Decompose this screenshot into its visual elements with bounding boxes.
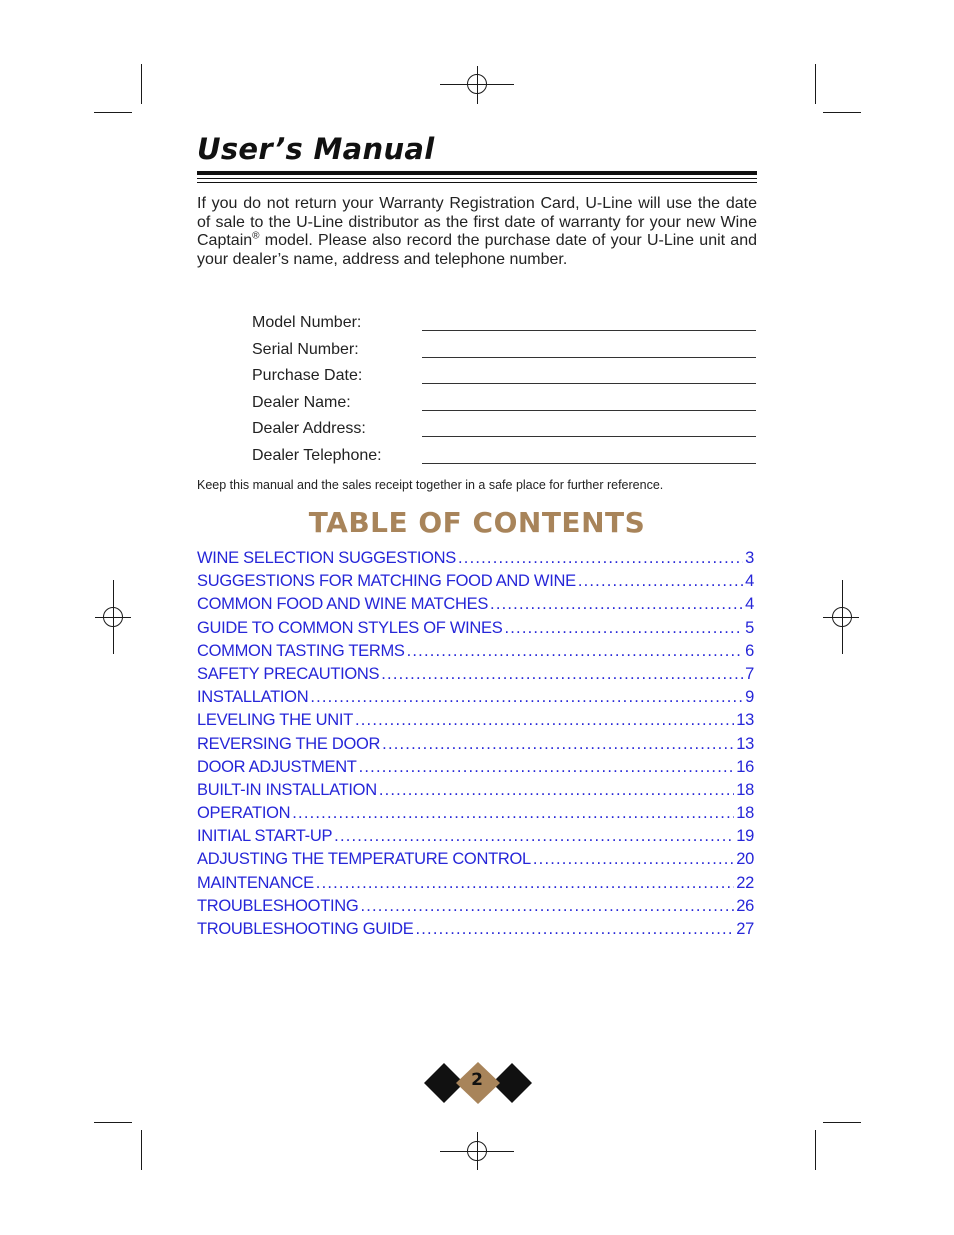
toc-list (197, 549, 754, 943)
toc-leader-dots (458, 549, 743, 568)
registered-mark: ® (252, 230, 260, 242)
toc-entry-title: MAINTENANCE (197, 873, 314, 892)
field-dealer-telephone (252, 447, 756, 474)
blank-line (422, 410, 756, 411)
field-model-number (252, 314, 756, 341)
toc-leader-dots (316, 874, 734, 893)
toc-link-safety-precautions[interactable] (197, 665, 754, 688)
blank-line (422, 357, 756, 358)
record-fields (252, 314, 756, 474)
toc-link-tasting-terms[interactable] (197, 642, 754, 665)
toc-entry-page: 9 (745, 688, 754, 707)
toc-entry-title: ADJUSTING THE TEMPERATURE CONTROL (197, 850, 531, 869)
toc-leader-dots (381, 665, 743, 684)
toc-entry-page: 7 (745, 664, 754, 683)
toc-link-initial-startup[interactable] (197, 827, 754, 850)
toc-leader-dots (292, 804, 734, 823)
toc-entry-title: TROUBLESHOOTING (197, 896, 359, 915)
toc-leader-dots (355, 711, 734, 730)
page-title: User’s Manual (197, 132, 435, 166)
field-purchase-date (252, 367, 756, 394)
keep-manual-note: Keep this manual and the sales receipt together in a safe place for further reference. (197, 478, 664, 492)
field-dealer-name (252, 394, 756, 421)
crop-mark-bottom-right-v (815, 1130, 816, 1170)
toc-entry-title: DOOR ADJUSTMENT (197, 757, 357, 776)
toc-entry-page: 3 (745, 549, 754, 567)
toc-leader-dots (407, 642, 744, 661)
crop-mark-top-left-v (141, 64, 142, 104)
toc-link-suggestions-matching[interactable] (197, 572, 754, 595)
toc-leader-dots (310, 688, 743, 707)
toc-entry-page: 4 (745, 595, 754, 614)
toc-entry-title: LEVELING THE UNIT (197, 711, 353, 730)
blank-line (422, 463, 756, 464)
toc-link-operation[interactable] (197, 804, 754, 827)
toc-entry-page: 27 (736, 920, 754, 938)
toc-leader-dots (382, 735, 734, 754)
toc-entry-page: 13 (736, 711, 754, 730)
field-label: Dealer Address: (252, 420, 366, 438)
toc-entry-title: INSTALLATION (197, 688, 309, 707)
toc-entry-page: 18 (736, 780, 754, 799)
intro-text-end: model. Please also record the purchase date of your U-Line unit and your dealer’s name, address and telephone number. (197, 232, 757, 268)
title-rule-thick (197, 171, 757, 175)
toc-entry-page: 6 (745, 641, 754, 660)
toc-leader-dots (504, 619, 743, 638)
toc-link-temperature-control[interactable] (197, 850, 754, 873)
blank-line (422, 436, 756, 437)
toc-leader-dots (533, 850, 734, 869)
field-label: Serial Number: (252, 340, 359, 358)
crop-mark-top-left-h (94, 112, 132, 113)
toc-leader-dots (415, 920, 734, 939)
toc-leader-dots (360, 897, 734, 916)
toc-leader-dots (490, 595, 743, 614)
toc-leader-dots (359, 758, 735, 777)
crop-mark-top-right-h (823, 112, 861, 113)
field-label: Dealer Telephone: (252, 446, 382, 464)
toc-leader-dots (379, 781, 734, 800)
page-number: 2 (471, 1070, 483, 1090)
field-label: Purchase Date: (252, 367, 363, 385)
crop-mark-top-right-v (815, 64, 816, 104)
blank-line (422, 383, 756, 384)
field-label: Model Number: (252, 314, 362, 331)
toc-entry-title: SUGGESTIONS FOR MATCHING FOOD AND WINE (197, 572, 576, 591)
toc-entry-page: 5 (745, 618, 754, 637)
toc-leader-dots (334, 827, 734, 846)
toc-entry-page: 4 (745, 572, 754, 591)
toc-entry-title: REVERSING THE DOOR (197, 734, 381, 753)
field-dealer-address (252, 420, 756, 447)
toc-entry-title: WINE SELECTION SUGGESTIONS (197, 549, 456, 567)
toc-entry-title: COMMON TASTING TERMS (197, 641, 405, 660)
blank-line (422, 330, 756, 331)
toc-link-guide-styles[interactable] (197, 619, 754, 642)
toc-entry-page: 19 (736, 827, 754, 846)
toc-entry-title: BUILT-IN INSTALLATION (197, 780, 377, 799)
toc-entry-page: 13 (736, 734, 754, 753)
toc-entry-page: 18 (736, 804, 754, 823)
crop-mark-bottom-left-v (141, 1130, 142, 1170)
toc-entry-page: 26 (736, 896, 754, 915)
toc-link-troubleshooting[interactable] (197, 897, 754, 920)
toc-entry-page: 16 (736, 757, 754, 776)
crop-mark-bottom-right-h (823, 1122, 861, 1123)
toc-entry-title: SAFETY PRECAUTIONS (197, 664, 380, 683)
toc-link-maintenance[interactable] (197, 874, 754, 897)
intro-paragraph (197, 195, 757, 269)
toc-entry-title: OPERATION (197, 804, 291, 823)
toc-link-common-matches[interactable] (197, 595, 754, 618)
toc-link-wine-selection-suggestions[interactable] (197, 549, 754, 572)
toc-entry-page: 20 (736, 850, 754, 869)
toc-entry-page: 22 (736, 873, 754, 892)
toc-link-troubleshooting-guide[interactable] (197, 920, 754, 943)
toc-entry-title: GUIDE TO COMMON STYLES OF WINES (197, 618, 503, 637)
crop-mark-bottom-left-h (94, 1122, 132, 1123)
toc-link-installation[interactable] (197, 688, 754, 711)
toc-link-leveling[interactable] (197, 711, 754, 734)
toc-title: TABLE OF CONTENTS (308, 506, 646, 539)
toc-link-door-adjustment[interactable] (197, 758, 754, 781)
toc-entry-title: INITIAL START-UP (197, 827, 333, 846)
intro-text-start: If you do not return your Warranty Registration Card, U-Line will use the date of sale to the U-Line distributor as the first date of warranty for your new Wine Captain (197, 195, 757, 250)
title-rule-thin-2 (197, 182, 757, 183)
toc-link-built-in[interactable] (197, 781, 754, 804)
toc-link-reversing-door[interactable] (197, 735, 754, 758)
field-label: Dealer Name: (252, 393, 351, 411)
field-serial-number (252, 341, 756, 368)
title-rule-thin-1 (197, 178, 757, 179)
toc-leader-dots (578, 572, 743, 591)
toc-entry-title: TROUBLESHOOTING GUIDE (197, 920, 414, 938)
toc-entry-title: COMMON FOOD AND WINE MATCHES (197, 595, 489, 614)
